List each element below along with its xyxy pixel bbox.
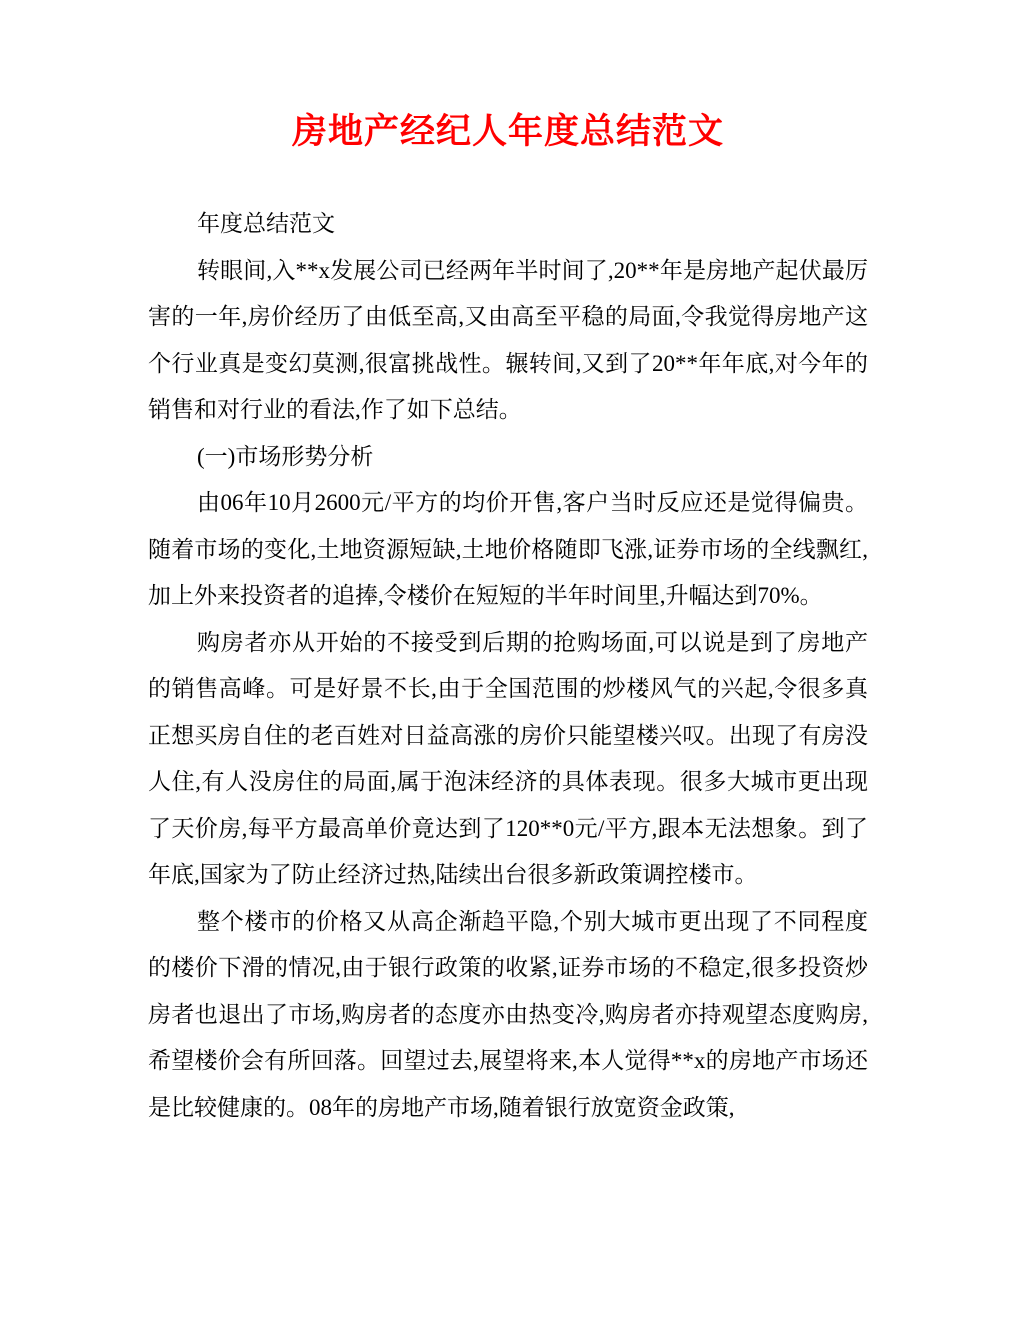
paragraph-intro: 转眼间,入**x发展公司已经两年半时间了,20**年是房地产起伏最厉害的一年,房价经历了由低至高,又由高至平稳的局面,令我觉得房地产这个行业真是变幻莫测,很富挑战性。辗转间,又到了20**年年底,对今年的销售和对行业的看法,作了如下总结。 [148, 257, 868, 422]
paragraph-outlook: 整个楼市的价格又从高企渐趋平隐,个别大城市更出现了不同程度的楼价下滑的情况,由于银行政策的收紧,证券市场的不稳定,很多投资炒房者也退出了市场,购房者的态度亦由热变冷,购房者亦持观望态度购房,希望楼价会有所回落。回望过去,展望将来,本人觉得**x的房地产市场还是比较健康的。08年的房地产市场,随着银行放宽资金政策, [148, 908, 868, 1120]
document-body [148, 201, 868, 1131]
paragraph-market-open: 由06年10月2600元/平方的均价开售,客户当时反应还是觉得偏贵。随着市场的变化,土地资源短缺,土地价格随即飞涨,证券市场的全线飘红,加上外来投资者的追捧,令楼价在短短的半年时间里,升幅达到70%。 [148, 490, 868, 608]
paragraph-section-heading: (一)市场形势分析 [197, 443, 374, 469]
document-title: 房地产经纪人年度总结范文 [291, 112, 724, 151]
paragraph-subtitle: 年度总结范文 [197, 211, 335, 236]
paragraph-buyers: 购房者亦从开始的不接受到后期的抢购场面,可以说是到了房地产的销售高峰。可是好景不长,由于全国范围的炒楼风气的兴起,令很多真正想买房自住的老百姓对日益高涨的房价只能望楼兴叹。出现了有房没人住,有人没房住的局面,属于泡沫经济的具体表现。很多大城市更出现了天价房,每平方最高单价竟达到了120**0元/平方,跟本无法想象。到了年底,国家为了防止经济过热,陆续出台很多新政策调控楼市。 [148, 629, 868, 887]
